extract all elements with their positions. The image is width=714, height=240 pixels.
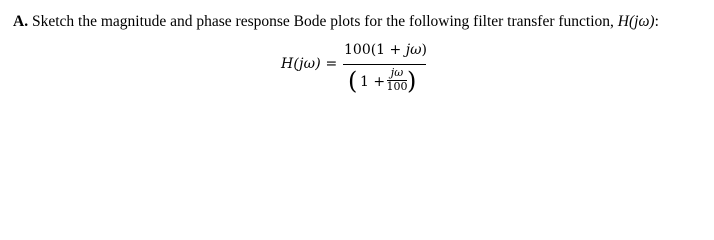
denominator-open-paren: (	[348, 67, 358, 95]
question-text	[13, 13, 659, 31]
question-label: A.	[13, 13, 29, 30]
transfer-function-equation	[271, 40, 471, 102]
equation-denominator	[343, 66, 427, 100]
denominator-fraction	[386, 67, 408, 93]
numerator-coefficient: 100(1 +	[344, 42, 406, 58]
equation-lhs	[281, 56, 337, 72]
question-suffix: :	[654, 13, 659, 30]
numerator-variable: jω	[405, 42, 422, 58]
question-body: Sketch the magnitude and phase response Bode plots for the following filter transfer function,	[28, 13, 618, 30]
question-function: H(jω)	[617, 13, 655, 30]
lhs-function: H(jω)	[281, 56, 321, 72]
document-page	[0, 0, 714, 113]
denominator-close-paren: )	[407, 67, 417, 95]
equation-numerator	[344, 42, 427, 58]
denominator-fraction-denominator: 100	[386, 80, 408, 93]
denominator-one-plus: 1 +	[360, 74, 386, 90]
lhs-equals: =	[320, 56, 338, 72]
fraction-bar	[343, 64, 426, 65]
denominator-fraction-numerator: jω	[390, 66, 404, 79]
numerator-close: )	[421, 42, 427, 58]
